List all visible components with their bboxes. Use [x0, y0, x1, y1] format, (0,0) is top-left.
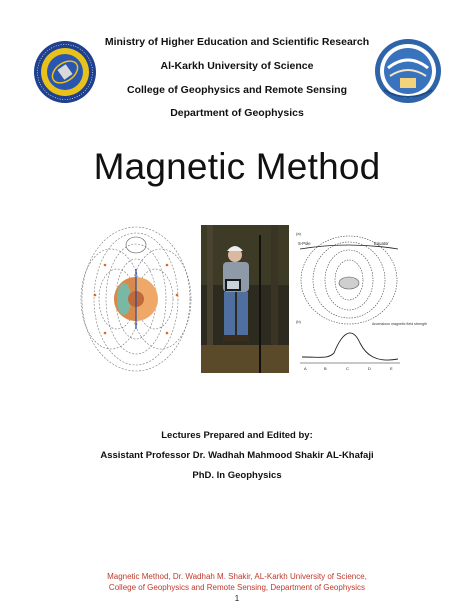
- earth-magnetic-field-figure: [75, 225, 197, 373]
- svg-text:(b): (b): [296, 319, 301, 324]
- tick-e: E: [390, 366, 393, 371]
- credits-degree: PhD. In Geophysics: [192, 470, 282, 481]
- tick-b: B: [324, 366, 327, 371]
- s-pole-label: S-Pole: [298, 241, 311, 246]
- tick-a: A: [304, 366, 307, 371]
- magnetic-anomaly-diagram: [294, 225, 428, 373]
- anomaly-label: Anomalous magnetic field strength: [372, 322, 428, 326]
- header-department: Department of Geophysics: [170, 107, 304, 119]
- header-ministry: Ministry of Higher Education and Scientific Research: [104, 36, 370, 48]
- page-number: 1: [234, 594, 240, 603]
- credits-heading: Lectures Prepared and Edited by:: [161, 430, 313, 441]
- document-title: Magnetic Method: [93, 146, 381, 187]
- tick-c: C: [346, 366, 349, 371]
- header-college: College of Geophysics and Remote Sensing: [127, 84, 347, 96]
- header-university: Al-Karkh University of Science: [160, 60, 314, 72]
- footer-line-1: Magnetic Method, Dr. Wadhah M. Shakir, AL-Karkh University of Science,: [107, 572, 367, 581]
- magnetometer-survey-photo: [201, 225, 289, 373]
- tick-d: D: [368, 366, 371, 371]
- credits-author: Assistant Professor Dr. Wadhah Mahmood Shakir AL-Khafaji: [100, 450, 374, 461]
- svg-text:(a): (a): [296, 231, 301, 236]
- equator-label: Equator: [374, 241, 389, 246]
- footer-line-2: College of Geophysics and Remote Sensing, Department of Geophysics: [108, 583, 366, 592]
